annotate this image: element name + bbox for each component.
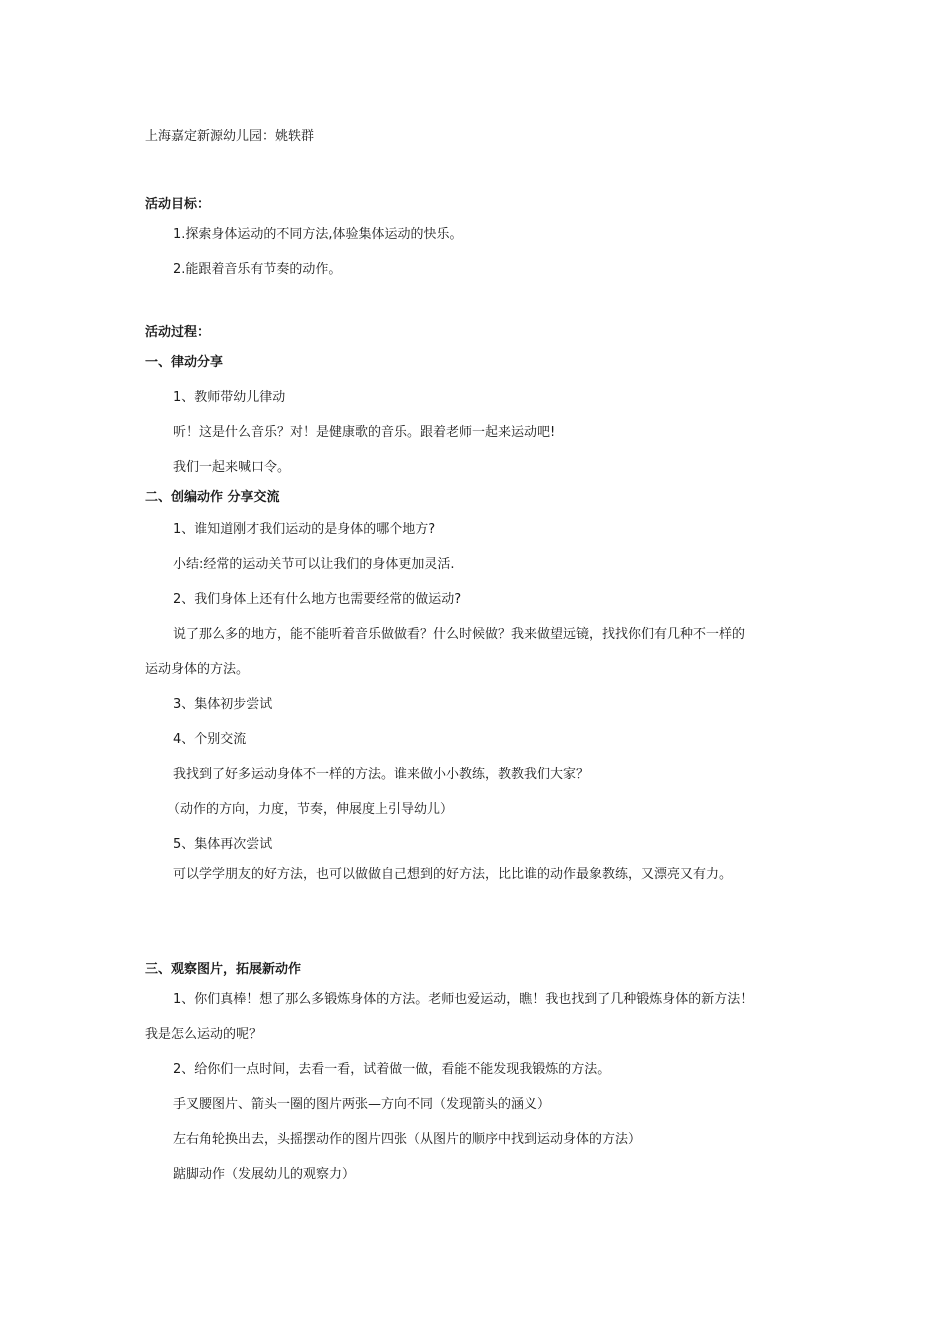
paragraph: 踮脚动作（发展幼儿的观察力） [173,1167,356,1182]
paragraph: 2、给你们一点时间，去看一看，试着做一做，看能不能发现我锻炼的方法。 [173,1062,611,1077]
paragraph: 4、个别交流 [173,732,247,747]
paragraph: 2、我们身体上还有什么地方也需要经常的做运动? [173,592,462,607]
paragraph: 左右角轮换出去，头摇摆动作的图片四张（从图片的顺序中找到运动身体的方法） [173,1132,642,1147]
goals-heading: 活动目标： [145,197,211,212]
section-title: 三、观察图片，拓展新动作 [145,962,302,977]
paragraph: 听！这是什么音乐？对！是健康歌的音乐。跟着老师一起来运动吧! [173,425,556,440]
goal-item: 2.能跟着音乐有节奏的动作。 [173,262,342,277]
paragraph: 手叉腰图片、箭头一圈的图片两张—方向不同（发现箭头的涵义） [173,1097,551,1112]
paragraph: 可以学学朋友的好方法，也可以做做自己想到的好方法，比比谁的动作最象教练，又漂亮又有力。 [173,867,733,882]
paragraph: 我是怎么运动的呢？ [145,1027,263,1042]
goal-item: 1.探索身体运动的不同方法,体验集体运动的快乐。 [173,227,463,242]
paragraph: 1、你们真棒！想了那么多锻炼身体的方法。老师也爱运动，瞧！我也找到了几种锻炼身体的新方法！ [173,992,754,1007]
paragraph: 1、谁知道刚才我们运动的是身体的哪个地方? [173,522,436,537]
paragraph: 说了那么多的地方，能不能听着音乐做做看？什么时候做？我来做望远镜，找找你们有几种不一样的 [173,627,746,642]
paragraph: 我找到了好多运动身体不一样的方法。谁来做小小教练，教教我们大家？ [173,767,590,782]
paragraph: （动作的方向，力度，节奏，伸展度上引导幼儿） [167,802,454,817]
process-heading: 活动过程： [145,325,211,340]
paragraph: 5、集体再次尝试 [173,837,273,852]
section-title: 二、创编动作 分享交流 [145,490,280,505]
paragraph: 1、教师带幼儿律动 [173,390,286,405]
paragraph: 3、集体初步尝试 [173,697,273,712]
section-title: 一、律动分享 [145,355,224,370]
paragraph: 小结:经常的运动关节可以让我们的身体更加灵活. [173,557,455,572]
paragraph: 我们一起来喊口令。 [173,460,291,475]
author-line: 上海嘉定新源幼儿园：姚轶群 [145,129,315,144]
paragraph: 运动身体的方法。 [145,662,250,677]
